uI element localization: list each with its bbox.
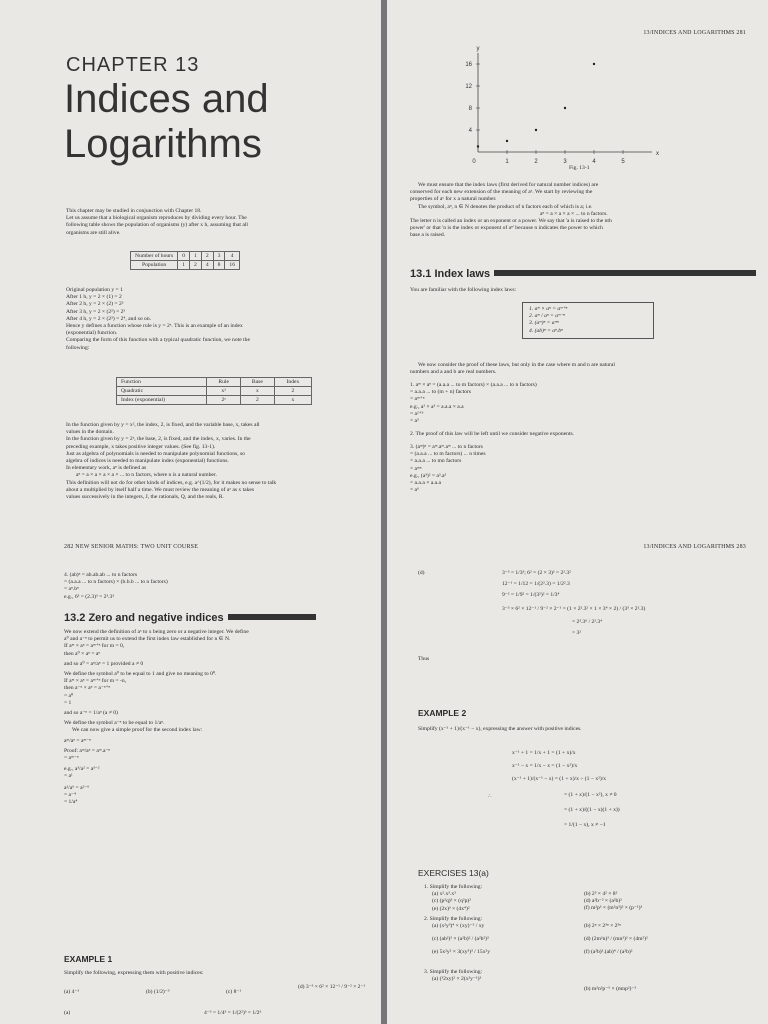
proof-line: e.g., (a³)² = a³.a³ [410, 472, 447, 479]
text-line: (exponential) function. [66, 330, 118, 337]
proof-line: = (a.a.a ... to m factors) ... n times [410, 451, 486, 458]
text-line: = a¹ [64, 773, 73, 780]
text-line: We can now give a simple proof for the second index law: [72, 727, 203, 734]
x-tick-label: 5 [621, 159, 625, 165]
example-part: (d) 3⁻³ × 6² × 12⁻¹ / 9⁻² × 2⁻¹ [298, 984, 366, 990]
text-line: After 4 h, y = 2 × (2³) = 2⁴, and so on. [66, 315, 152, 322]
solution-d [502, 570, 645, 637]
math-line: 9⁻² = 1/9² = 1/(3²)² = 1/3⁴ [502, 592, 560, 599]
math-line: (x⁻¹ + 1)/(x⁻¹ − x) = (1 + x)/x ÷ (1 − x²)/x [512, 776, 607, 783]
x-tick-label: 4 [592, 159, 596, 165]
proof-line: = aᵐⁿ [410, 465, 422, 472]
text-line: After 1 h, y = 2 × (1) = 2 [66, 294, 122, 301]
table-cell: 16 [225, 261, 240, 270]
table-cell: 4 [225, 252, 240, 261]
text-line: aⁿ = a × a × a × ... to n factors. [540, 210, 608, 217]
math-line: 12⁻¹ = 1/12 = 1/(2².3) = 1/2².3 [502, 581, 570, 588]
data-point [593, 63, 595, 65]
math-line: 3⁻³ × 6² × 12⁻¹ / 9⁻² × 2⁻¹ = (1 × 2².3² × 1 × 3⁴ × 2) / (3³ × 2².3) [502, 605, 646, 612]
text-line: We now extend the definition of aˣ to x being zero or a negative integer. We define [64, 629, 249, 635]
text-line: = 1 [64, 699, 72, 706]
running-header: 13/INDICES AND LOGARITHMS 283 [643, 544, 746, 550]
x-tick-label: 2 [534, 159, 538, 165]
math-line: = (1 + x)/(1 − x²), x ≠ 0 [564, 791, 617, 798]
text-line: Hence y defines a function whose rule is y = 2ˣ. This is an example of an index [66, 323, 243, 330]
text-line: After 2 h, y = 2 × (2) = 2² [66, 301, 124, 308]
table-row-label: Number of hours [131, 252, 178, 261]
table-cell: 2 [190, 261, 202, 270]
exercise-line: (c) (ab²)³ × (a²b)² / (a²b²)³ [432, 936, 489, 943]
proof-line: 4. (ab)ⁿ = ab.ab.ab ... to n factors [64, 572, 138, 578]
exercise-line: (e) (2x)³ × (4x⁴)² [432, 905, 470, 912]
proof-law-3 [410, 444, 486, 494]
page-1 [0, 0, 384, 512]
proof-line: = a²⁺³ [410, 410, 424, 417]
chapter-label: CHAPTER 13 [66, 54, 200, 76]
section-rule [228, 614, 316, 620]
proof-line: e.g., 6³ = (2.3)³ = 2³.3³ [64, 593, 114, 600]
exercise-line: (d) a²b⁻² × (a²b)² [584, 898, 622, 905]
text-line: e.g., a³/a² = a³⁻² [64, 766, 100, 773]
intro-text [66, 208, 248, 237]
index-laws-intro [410, 182, 612, 240]
text-line: values successively in the integers, J, the rationals, Q, and the reals, R. [66, 494, 224, 501]
index-laws-box [522, 302, 654, 339]
text-line: Proof: aᵐ/aⁿ = aᵐ.a⁻ⁿ [64, 747, 111, 754]
section-title: 13.2 Zero and negative indices [64, 612, 224, 624]
exercise-line: (b) 2³ × 4² × 8² [584, 891, 618, 897]
table-cell: 1 [190, 252, 202, 261]
text-line: aᵐ/aⁿ = aᵐ⁻ⁿ [64, 737, 91, 744]
section-heading-13-2 [64, 608, 316, 626]
text-line: We define the symbol a⁰ to be equal to 1 and give no meaning to 0⁰. [64, 671, 217, 678]
exercise-line: (c) (p²q)³ × (q²p)² [432, 898, 471, 905]
text-line: a²/a⁶ = a²⁻⁶ [64, 784, 90, 791]
table-cell: x [274, 396, 311, 405]
x-axis-label: x [656, 151, 659, 157]
text-line: = a⁰ [64, 692, 74, 699]
exercise-line: 1. Simplify the following: [424, 884, 483, 890]
running-header: 13/INDICES AND LOGARITHMS 281 [643, 30, 746, 36]
proof-line: 1. aᵐ × aⁿ = (a.a.a ... to m factors) × (a.a.a ... to n factors) [410, 382, 537, 388]
exercise-line: (a) (x²y³)⁴ × (xy)⁻⁵ / xy [432, 923, 485, 930]
x-tick-label: 1 [505, 159, 509, 165]
text-line: We now consider the proof of these laws, but only in the case where m and n are natural [418, 362, 615, 368]
text-line: then a⁰ × aⁿ = aⁿ [64, 650, 101, 657]
text-line: In elementary work, aⁿ is defined as [66, 465, 147, 472]
table-cell: Index (exponential) [117, 396, 207, 405]
gutter [384, 512, 387, 1024]
text-line: In the function given by y = x², the index, 2, is fixed, and the variable base, x, takes all [66, 422, 260, 428]
y-tick-label: 8 [468, 106, 472, 112]
page-3 [0, 512, 384, 1024]
text-line: Original population y = 1 [66, 287, 123, 293]
section-title: 13.1 Index laws [410, 268, 491, 280]
proof-intro [410, 362, 615, 376]
data-point [477, 145, 479, 147]
text-line: = 1/a⁴ [64, 799, 78, 806]
text-line: If aᵐ × aⁿ = aᵐ⁺ⁿ for m = 0, [64, 643, 125, 650]
text-line: power' or that 'n is the index or exponent of aⁿ' because n indicates the power to which [410, 225, 603, 232]
index-law: 3. (aᵐ)ⁿ = aᵐⁿ [529, 320, 559, 327]
y-tick-label: 4 [468, 128, 472, 134]
example-part: (a) 4⁻³ [64, 989, 80, 995]
exercise-line: (f) m²p³ × (m²n³)³ × (p⁻¹)³ [584, 905, 643, 912]
table-cell: 2 [274, 387, 311, 396]
proof-line: = (a.a.a ... to n factors) × (b.b.b ... to n factors) [64, 579, 168, 586]
table-cell: 0 [178, 252, 190, 261]
table-cell: 8 [213, 261, 225, 270]
proof-law-1 [410, 382, 537, 425]
intro-line: Let us assume that a biological organism reproduces by dividing every hour. The [66, 215, 247, 222]
x-tick-label: 0 [472, 159, 476, 165]
data-point [564, 107, 566, 109]
proof-line: = a.a.a × a.a.a [410, 480, 441, 487]
text-line: After 3 h, y = 2 × (2²) = 2³ [66, 308, 126, 315]
function-table [116, 377, 312, 405]
page-4 [384, 512, 768, 1024]
exercises-right-column [584, 891, 648, 993]
familiar-text: You are familiar with the following index laws: [410, 287, 517, 293]
proof-law-2: 2. The proof of this law will be left until we consider negative exponents. [410, 431, 575, 437]
exercise-line: (a) x².x³.x⁵ [432, 891, 457, 898]
exercise-line: (b) m²n²p⁻⁵ × (mnp²)⁻³ [584, 986, 637, 993]
proof-line: = a.a.a ... to (m + n) factors [410, 389, 471, 396]
text-line: then a⁻ⁿ × aⁿ = a⁻ⁿ⁺ⁿ [64, 685, 111, 692]
text-line: conserved for each new extension of the meaning of aˣ. We start by reviewing the [410, 189, 593, 196]
exercise-line: (d) (2m²n)³ / (mn³)² × (4m²)² [584, 935, 648, 942]
text-line: The symbol, aⁿ, n ∈ N denotes the product of n factors each of which is a; i.e. [418, 203, 593, 210]
proof-line: 3. (aᵐ)ⁿ = aᵐ.aᵐ.aᵐ ... to n factors [410, 444, 483, 450]
text-line: properties of aˣ for x a natural number. [410, 196, 497, 203]
function-explanation [66, 422, 276, 501]
proof-line: = a⁵ [410, 418, 419, 425]
text-line: = aᵐ⁻ⁿ [64, 755, 79, 762]
table-cell: 2 [240, 396, 274, 405]
math-line: = 2³.3⁶ / 2².3⁴ [572, 618, 603, 625]
text-line: values in the domain. [66, 429, 114, 436]
text-line: = a⁻⁴ [64, 791, 76, 798]
exercise-line: (a) (³2xy)² × 2(x²y⁻¹)³ [432, 975, 482, 982]
table-header: Function [117, 378, 207, 387]
section-heading-13-1 [410, 264, 756, 282]
table-row-label: Population [131, 261, 178, 270]
table-cell: 4 [201, 261, 213, 270]
exercise-line: (e) 5x²y² × 3(xy³)³ / 15x²y [432, 949, 490, 956]
figure-caption: Fig. 13-1 [569, 165, 590, 171]
index-law: 1. aᵐ × aⁿ = aᵐ⁺ⁿ [529, 306, 568, 312]
table-cell: 2ˣ [207, 396, 240, 405]
text-line: Comparing the form of this function with a typical quadratic function, we note the [66, 337, 250, 344]
text-line: We define the symbol a⁻ⁿ to be equal to 1/aⁿ. [64, 720, 165, 727]
math-line: = 3² [572, 630, 582, 637]
example-1-heading: EXAMPLE 1 [64, 954, 113, 964]
data-point [506, 140, 508, 142]
proof-line: = aᵐ⁺ⁿ [410, 396, 425, 403]
math-line: x⁻¹ + 1 = 1/x + 1 = (1 + x)/x [512, 750, 576, 756]
table-cell: 1 [178, 261, 190, 270]
intro-line: This chapter may be studied in conjunction with Chapter 18. [66, 208, 202, 214]
chapter-title-line1: Indices and [64, 77, 269, 121]
running-header: 282 NEW SENIOR MATHS: TWO UNIT COURSE [64, 544, 199, 550]
table-header: Index [274, 378, 311, 387]
text-line: This definition will not do for other kinds of indices, e.g. a^(1/2), for it makes no sense to talk [66, 479, 277, 486]
table-cell: x² [207, 387, 240, 396]
population-table [130, 251, 240, 270]
proof-line: = aⁿ.bⁿ [64, 586, 79, 593]
population-working [66, 287, 250, 352]
text-line: We must ensure that the index laws (first derived for natural number indices) are [418, 182, 599, 188]
table-cell: Quadratic [117, 387, 207, 396]
text-line: The letter n is called an index or an exponent or a power. We say that 'a is raised to the nth [410, 218, 612, 225]
text-line: preceding example, x takes positive integer values. (See fig. 13-1). [66, 443, 216, 450]
example-part: (b) (1/2)⁻³ [146, 989, 170, 995]
example-2-prompt: Simplify (x⁻¹ + 1)/(x⁻¹ − x), expressing the answer with positive indices. [418, 726, 582, 732]
exercises-left-column [424, 884, 490, 983]
y-tick-label: 12 [465, 84, 472, 90]
table-cell: 2 [201, 252, 213, 261]
text-line: base a is raised. [410, 232, 446, 239]
intro-line: following table shows the population of organisms (y) after x h, assuming that all [66, 222, 248, 229]
example-2-working [512, 750, 620, 829]
text-line: following: [66, 344, 90, 351]
example-part: (c) 8⁻¹ [226, 989, 242, 995]
table-cell: 3 [213, 252, 225, 261]
text-line: and so a⁰ = aⁿ/aⁿ = 1 provided a ≠ 0 [64, 660, 144, 667]
math-line: = (1 + x)/((1 − x)(1 + x)) [564, 806, 620, 813]
table-header: Base [240, 378, 274, 387]
text-line: a⁰ and a⁻ⁿ to permit us to extend the first index law established for n ∈ N. [64, 636, 231, 643]
text-line: about a multiplied by itself half a time. We must review the meaning of aˣ as x takes [66, 486, 255, 493]
thus-label: Thus [418, 656, 430, 662]
figure-13-1 [464, 40, 754, 168]
example-1-prompt: Simplify the following, expressing them with positive indices: [64, 970, 204, 976]
intro-line: organisms are still alive. [66, 229, 121, 236]
index-law: 2. aᵐ / aⁿ = aᵐ⁻ⁿ [529, 313, 566, 320]
y-axis-label: y [476, 46, 480, 52]
gutter [384, 0, 387, 512]
math-line: x⁻¹ − x = 1/x − x = (1 − x²)/x [512, 763, 578, 770]
section-rule [494, 270, 756, 276]
data-point [535, 129, 537, 131]
therefore-symbol: ∴ [488, 794, 492, 800]
example-2-heading: EXAMPLE 2 [418, 708, 467, 718]
proof-line: = a.a.a ... to mn factors [410, 458, 462, 465]
proof-line: = a⁶ [410, 487, 419, 494]
proof-line: e.g., a² × a³ = a.a.a × a.a [410, 403, 464, 410]
text-line: In the function given by y = 2ˣ, the base, 2, is fixed, and the index, x, varies. In the [66, 436, 251, 443]
text-line: algebra of indices is needed to manipulate index (exponential) functions. [66, 458, 229, 465]
index-law: 4. (ab)ⁿ = aⁿ.bⁿ [529, 327, 563, 334]
exercise-line: (f) (a²b)³.(ab)⁴ / (a²b)² [584, 949, 633, 956]
exercise-line: (b) 2ⁿ × 2³ⁿ × 2⁵ⁿ [584, 922, 622, 929]
text-line: and so a⁻ⁿ = 1/aⁿ (a ≠ 0) [64, 710, 118, 717]
x-tick-label: 3 [563, 159, 567, 165]
zero-negative-text [64, 629, 249, 806]
text-line: numbers and a and b are real numbers. [410, 369, 497, 376]
table-cell: x [240, 387, 274, 396]
text-line: aⁿ = a × a × a × a × ... to n factors, where n is a natural number. [76, 472, 217, 479]
math-line: = 1/(1 − x), x ≠ −1 [564, 822, 606, 829]
exercise-line: 2. Simplify the following: [424, 915, 483, 922]
table-header: Rule [207, 378, 240, 387]
math-line: 3⁻³ = 1/3³; 6² = (2 × 3)² = 2².3² [502, 570, 571, 576]
exercises-heading: EXERCISES 13(a) [418, 868, 489, 878]
exercise-line: 3. Simplify the following: [424, 968, 483, 975]
text-line: Just as algebra of polynomials is needed to manipulate polynomial functions, so [66, 450, 245, 457]
text-line: If aᵐ × aⁿ = aᵐ⁺ⁿ for m = -n, [64, 678, 127, 685]
page-2 [384, 0, 768, 512]
proof-law-4 [64, 572, 168, 601]
chapter-title-line2: Logarithms [64, 122, 262, 166]
y-tick-label: 16 [465, 62, 472, 68]
solution-label: (a) [64, 1010, 71, 1016]
solution-a: 4⁻³ = 1/4³ = 1/(2²)³ = 1/2⁶ [204, 1010, 262, 1016]
solution-label: (d) [418, 570, 425, 576]
